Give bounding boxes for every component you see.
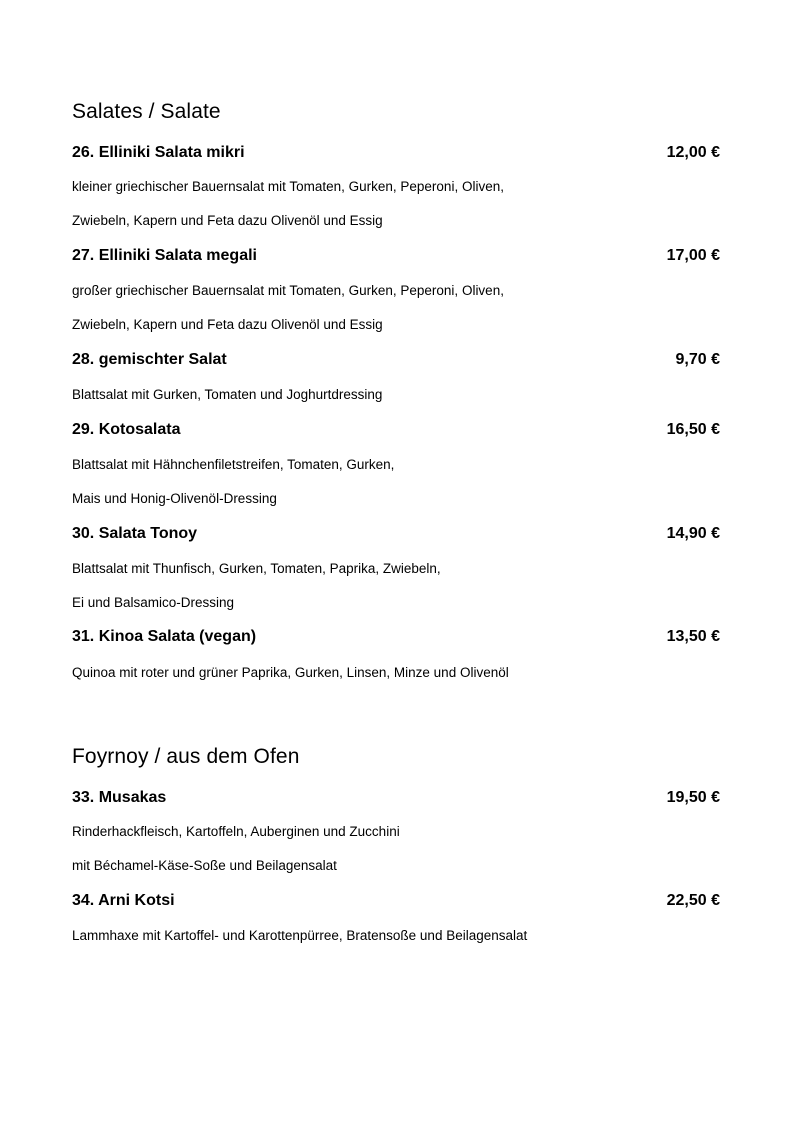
item-name: 31. Kinoa Salata (vegan) [72,628,257,645]
item-description: Blattsalat mit Gurken, Tomaten und Joghurtdressing [72,387,383,402]
item-price: 14,90 € [666,525,720,542]
menu-item-31 [72,629,720,645]
item-description: großer griechischer Bauernsalat mit Tomaten, Gurken, Peperoni, Oliven, [72,283,504,298]
section-title-salate: Salates / Salate [72,100,221,123]
menu-item-34 [72,893,720,909]
item-price: 13,50 € [666,628,720,645]
item-description: kleiner griechischer Bauernsalat mit Tomaten, Gurken, Peperoni, Oliven, [72,179,504,194]
item-description: Blattsalat mit Hähnchenfiletstreifen, Tomaten, Gurken, [72,457,395,472]
item-description: Zwiebeln, Kapern und Feta dazu Olivenöl und Essig [72,317,383,332]
item-name: 33. Musakas [72,789,167,806]
item-price: 17,00 € [666,247,720,264]
item-description: Quinoa mit roter und grüner Paprika, Gurken, Linsen, Minze und Olivenöl [72,665,509,680]
item-price: 22,50 € [666,892,720,909]
item-price: 16,50 € [666,421,720,438]
menu-item-29 [72,422,720,438]
menu-item-26 [72,145,720,161]
item-name: 29. Kotosalata [72,421,181,438]
item-name: 30. Salata Tonoy [72,525,198,542]
item-description: Zwiebeln, Kapern und Feta dazu Olivenöl und Essig [72,213,383,228]
item-name: 28. gemischter Salat [72,351,227,368]
item-name: 27. Elliniki Salata megali [72,247,257,264]
menu-item-30 [72,526,720,542]
section-title-ofen: Foyrnoy / aus dem Ofen [72,745,300,768]
item-name: 34. Arni Kotsi [72,892,175,909]
item-description: Ei und Balsamico-Dressing [72,595,235,610]
item-description: Mais und Honig-Olivenöl-Dressing [72,491,277,506]
item-price: 12,00 € [666,144,720,161]
item-description: mit Béchamel-Käse-Soße und Beilagensalat [72,858,337,873]
item-description: Rinderhackfleisch, Kartoffeln, Auberginen und Zucchini [72,824,400,839]
item-name: 26. Elliniki Salata mikri [72,144,245,161]
item-description: Blattsalat mit Thunfisch, Gurken, Tomaten, Paprika, Zwiebeln, [72,561,441,576]
menu-item-33 [72,790,720,806]
item-description: Lammhaxe mit Kartoffel- und Karottenpürree, Bratensoße und Beilagensalat [72,928,528,943]
item-price: 19,50 € [666,789,720,806]
menu-item-27 [72,248,720,264]
item-price: 9,70 € [675,351,720,368]
menu-item-28 [72,352,720,368]
